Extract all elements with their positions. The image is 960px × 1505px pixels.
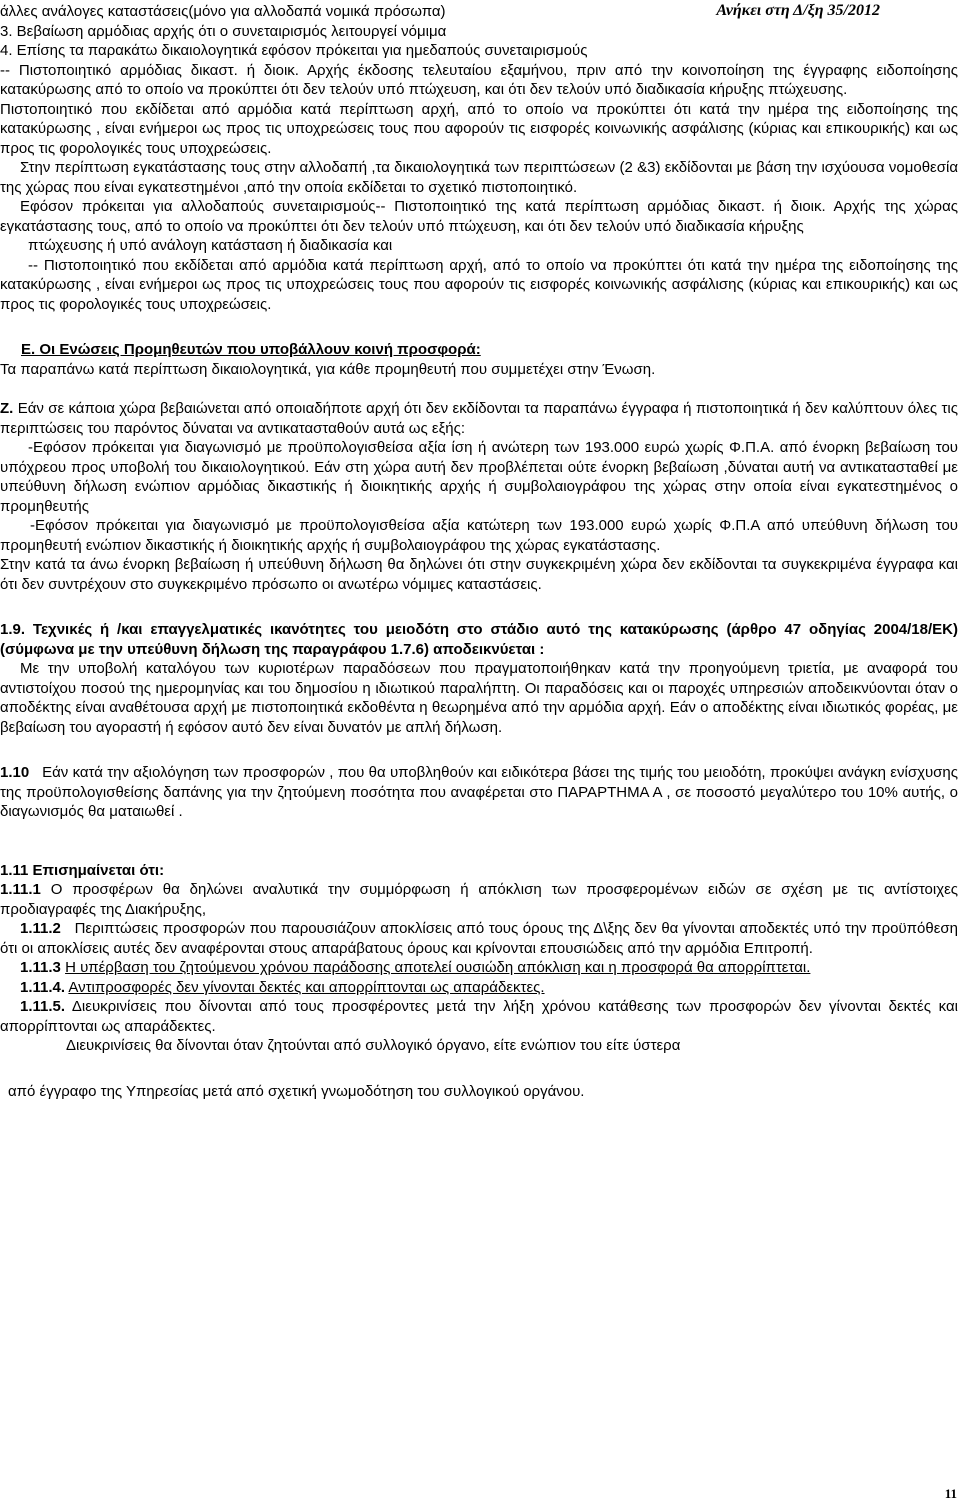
section-1-11-1 [0,880,958,919]
paragraph-foreign-cooperatives: Εφόσον πρόκειται για αλλοδαπούς συνεταιρισμούς-- Πιστοποιητικό της κατά περίπτωση αρμόδιας δικαστ. ή διοικ. Αρχής της χώρας εγκατάστασης τους, από το οποίο να προκύπτει ότι δεν τελούν υπό πτώχευση, και ότι δεν τελούν υπό διαδικασία κήρυξης [0,198,958,235]
document-body [0,2,958,1101]
section-1-10-paragraph [0,763,958,822]
section-1-11-5 [0,997,958,1036]
paragraph-certificate-contributions: Πιστοποιητικό που εκδίδεται από αρμόδια κατά περίπτωση αρχή, από το οποίο να προκύπτει ότι κατά την ημέρα της ειδοποίησης της κατακύρωσης , είναι ενήμεροι ως προς τις υποχρεώσεις τους που αφορούν τις εισφορές κοινωνικής ασφάλισης (κύριας και επικουρικής) και ως προς τις φορολογικές τους υποχρεώσεις. [0,100,958,157]
section-1-11-2 [0,919,958,958]
section-z-declaration: Στην κατά τα άνω ένορκη βεβαίωση ή υπεύθυνη δήλωση θα δηλώνει ότι στην συγκεκριμένη χώρα δεν εκδίδονται τα συγκεκριμένα έγγραφα και ότι δεν συντρέχουν στο συγκεκριμένο πρόσωπο οι ανωτέρω νόμιμες καταστάσεις. [0,556,958,593]
section-1-11-clarifications-cont: από έγγραφο της Υπηρεσίας μετά από σχετική γνωμοδότηση του συλλογικού οργάνου. [8,1082,585,1100]
section-z-over-threshold: -Εφόσον πρόκειται για διαγωνισμό με προϋπολογισθείσα αξία ίση ή ανώτερη των 193.000 ευρώ χωρίς Φ.Π.Α. από ένορκη βεβαίωση του υπόχρεου προς υποβολή του δικαιολογητικού. Εάν στη χώρα αυτή δεν προβλέπεται ούτε ένορκη βεβαίωση ,δύναται αυτή να αντικατασταθεί με υπεύθυνη δήλωση ενώπιον αρμόδιας δικαστικής ή διοικητικής αρχής ή συμβολαιογράφου της χώρας στην οποία είναι εγκατεστημένος ο προμηθευτής [0,439,958,515]
item-4: 4. Επίσης τα παρακάτω δικαιολογητικά εφόσον πρόκειται για ημεδαπούς συνεταιρισμούς [0,42,588,59]
section-1-10-text: Εάν κατά την αξιολόγηση των προσφορών , που θα υποβληθούν και ειδικότερα βάσει της τιμής του μειοδότη, προκύψει ανάγκη ενίσχυσης της προϋπολογισθείσης δαπάνης για την ζητούμενη ποσότητα που αναφέρεται στο ΠΑΡΑΡΤΗΜΑ Α , σε ποσοστό μεγαλύτερο του 10% αυτής, ο διαγωνισμός θα ματαιωθεί . [0,764,958,820]
paragraph-foreign-establishment: Στην περίπτωση εγκατάστασης τους στην αλλοδαπή ,τα δικαιολογητικά των περιπτώσεων (2 &3) εκδίδονται με βάση την ισχύουσα νομοθεσία της χώρας που είναι εγκατεστημένοι ,από την οποία εκδίδεται το σχετικό πιστοποιητικό. [0,159,958,196]
section-1-11-heading: 1.11 Επισημαίνεται ότι: [0,861,165,879]
section-1-11-5-text: Διευκρινίσεις που δίνονται από τους προσφέροντες μετά την λήξη χρόνου κατάθεσης των προσφορών δεν γίνονται δεκτές και απορρίπτονται ως απαράδεκτες. [0,998,958,1035]
section-1-11-5-number: 1.11.5. [20,998,66,1015]
section-1-11-4 [0,978,958,998]
section-1-11-clarifications: Διευκρινίσεις θα δίνονται όταν ζητούνται από συλλογικό όργανο, είτε ενώπιον του είτε ύστερα [66,1037,681,1054]
section-1-11-4-number: 1.11.4. [20,978,66,996]
section-1-11-4-text: Αντιπροσφορές δεν γίνονται δεκτές και απορρίπτονται ως απαράδεκτες. [68,978,545,996]
page-number: 11 [944,1486,957,1501]
paragraph-certificate-foreign: -- Πιστοποιητικό που εκδίδεται από αρμόδια κατά περίπτωση αρχή, από το οποίο να προκύπτει ότι κατά την ημέρα της ειδοποίησης της κατακύρωσης , είναι ενήμεροι ως προς τις υποχρεώσεις τους που αφορούν τις εισφορές κοινωνικής ασφάλισης (κύριας και επικουρικής) και ως προς τις φορολογικές τους υποχρεώσεις. [0,256,958,313]
section-1-11-3-text: Η υπέρβαση του ζητούμενου χρόνου παράδοσης αποτελεί ουσιώδη απόκλιση και η προσφορά θα απορρίπτεται. [65,959,811,976]
section-1-10-number: 1.10 [0,764,30,781]
section-z-text: Εάν σε κάποια χώρα βεβαιώνεται από οποιαδήποτε αρχή ότι δεν εκδίδονται τα παραπάνω έγγραφα ή πιστοποιητικά ή δεν καλύπτουν όλες τις περιπτώσεις του παρόντος δύναται να αντικατασταθούν αυτά ως εξής: [0,400,958,437]
item-3: 3. Βεβαίωση αρμόδιας αρχής ότι ο συνεταιρισμός λειτουργεί νόμιμα [0,22,447,40]
document-reference: Ανήκει στη Δ/ξη 35/2012 [716,2,880,19]
section-z-under-threshold: -Εφόσον πρόκειται για διαγωνισμό με προϋπολογισθείσα αξία κατώτερη των 193.000 ευρώ χωρίς Φ.Π.Α από υπεύθυνη δήλωση του προμηθευτή ενώπιον δικαστικής ή διοικητικής αρχής ή συμβολαιογράφου της χώρας εγκατάστασης. [0,517,958,554]
section-e-heading: Ε. Οι Ενώσεις Προμηθευτών που υποβάλλουν κοινή προσφορά: [21,341,481,358]
section-1-11-3 [0,958,958,978]
section-z-letter: Ζ. [0,400,14,417]
section-1-11-2-text: Περιπτώσεις προσφορών που παρουσιάζουν αποκλίσεις από τους όρους της Δ\ξης δεν θα γίνονται αποδεκτές υπό την προϋπόθεση ότι οι αποκλίσεις αυτές δεν αναφέρονται στους απαράβατους όρους και κρίνονται επουσιώδεις από την αρμόδια Επιτροπή. [0,920,958,957]
section-1-11-1-number: 1.11.1 [0,881,41,898]
line-other-situations: άλλες ανάλογες καταστάσεις(μόνο για αλλοδαπά νομικά πρόσωπα) [0,3,446,20]
paragraph-certificate-domestic: -- Πιστοποιητικό αρμόδιας δικαστ. ή διοικ. Αρχής έκδοσης τελευταίου εξαμήνου, πριν από την κοινοποίηση της έγγραφης ειδοποίησης κατακύρωσης από το οποίο να προκύπτει ότι δεν τελούν υπό πτώχευση, και ότι δεν τελούν υπό διαδικασία κήρυξης πτώχευσης. [0,61,958,98]
section-z-paragraph [0,399,958,438]
section-e-text: Τα παραπάνω κατά περίπτωση δικαιολογητικά, για κάθε προμηθευτή που συμμετέχει στην Ένωση. [0,360,656,378]
section-1-11-2-number: 1.11.2 [20,920,61,937]
section-1-9-text: Με την υποβολή καταλόγου των κυριοτέρων παραδόσεων που πραγματοποιήθηκαν κατά την προηγούμενη τριετία, με αναφορά του αντιστοίχου ποσού της ημερομηνίας και του δημοσίου η ιδιωτικού παραλήπτη. Οι παραδόσεις και οι παροχές υπηρεσιών αποδεικνύονται όταν ο αποδέκτης είναι αναθέτουσα αρχή με πιστοποιητικά εκδοθέντα η θεωρημένα από την αρμόδια αρχή. Εάν ο αποδέκτης είναι ιδιωτικός φορέας, με βεβαίωση του αγοραστή ή εφόσον αυτό δεν είναι δυνατόν με απλή δήλωση. [0,660,958,736]
section-1-11-3-number: 1.11.3 [20,959,61,976]
paragraph-bankruptcy: πτώχευσης ή υπό ανάλογη κατάσταση ή διαδικασία και [28,237,393,254]
section-1-11-1-text: Ο προσφέρων θα δηλώνει αναλυτικά την συμμόρφωση ή απόκλιση των προσφερομένων ειδών σε σχέση με τις αντίστοιχες προδιαγραφές της Διακήρυξης, [0,881,958,918]
section-1-9-heading: 1.9. Τεχνικές ή /και επαγγελματικές ικανότητες του μειοδότη στο στάδιο αυτό της κατακύρωσης (άρθρο 47 οδηγίας 2004/18/ΕΚ) (σύμφωνα με την υπεύθυνη δήλωση της παραγράφου 1.7.6) αποδεικνύεται : [0,621,958,658]
